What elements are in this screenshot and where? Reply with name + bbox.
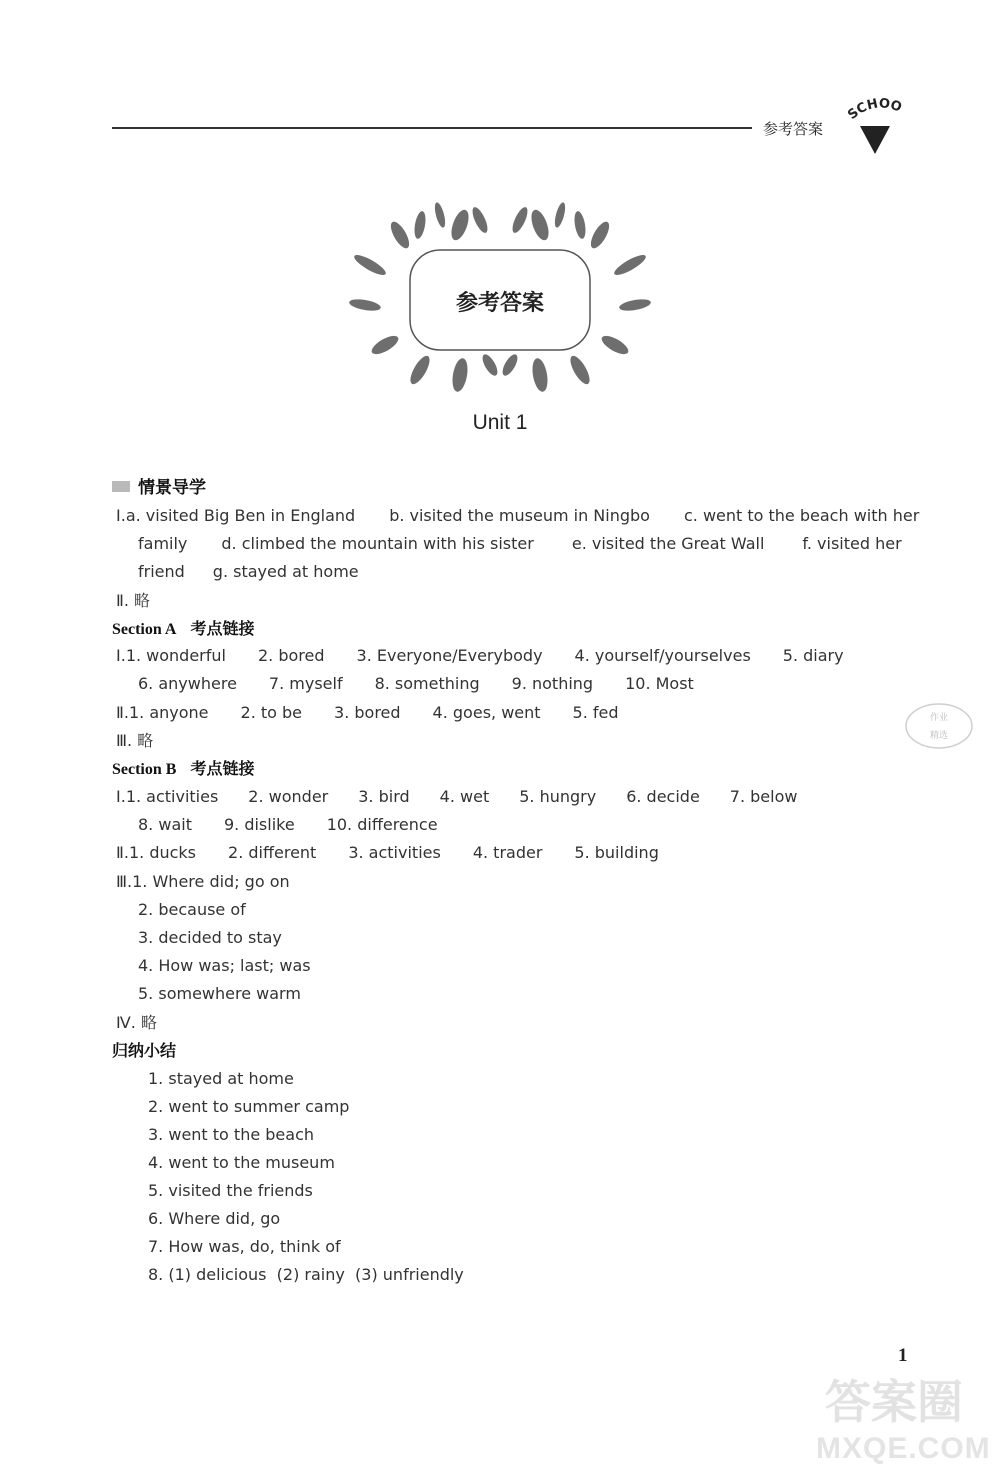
answer-line: 3. decided to stay <box>138 928 282 947</box>
summary-item: 7. How was, do, think of <box>148 1237 341 1256</box>
section-a-heading: Section A 考点链接 <box>112 619 255 638</box>
section-heading-intro: 情景导学 <box>112 478 206 498</box>
answer-line: friend g. stayed at home <box>138 562 359 581</box>
section-b-heading: Section B 考点链接 <box>112 759 255 778</box>
watermark-url: MXQE.COM <box>816 1432 991 1465</box>
watermark-logo <box>825 1370 995 1434</box>
answer-line: Ⅳ. 略 <box>116 1013 157 1032</box>
answer-line: 6. anywhere 7. myself 8. something 9. nothing 10. Most <box>138 674 694 693</box>
unit-heading: Unit 1 <box>472 411 528 434</box>
summary-item: 1. stayed at home <box>148 1069 294 1088</box>
svg-text:作业: 作业 <box>929 713 949 723</box>
answer-line: 2. because of <box>138 900 246 919</box>
page-number: 1 <box>898 1345 908 1366</box>
summary-item: 8. (1) delicious (2) rainy (3) unfriendly <box>148 1265 464 1284</box>
header-title: 参考答案 <box>763 120 824 138</box>
svg-text:答案圈: 答案圈 <box>825 1375 963 1429</box>
answer-line: Ⅱ.1. anyone 2. to be 3. bored 4. goes, went 5. fed <box>116 703 619 722</box>
summary-item: 6. Where did, go <box>148 1209 281 1228</box>
summary-item: 2. went to summer camp <box>148 1097 350 1116</box>
answer-line: 8. wait 9. dislike 10. difference <box>138 815 438 834</box>
answer-line: Ⅰ.1. activities 2. wonder 3. bird 4. wet 5. hungry 6. decide 7. below <box>116 787 798 806</box>
answer-line: Ⅰ.1. wonderful 2. bored 3. Everyone/Everybody 4. yourself/yourselves 5. diary <box>116 646 844 665</box>
answer-line: family d. climbed the mountain with his sister e. visited the Great Wall f. visited her <box>138 534 902 553</box>
svg-text:精选: 精选 <box>929 731 949 741</box>
summary-item: 5. visited the friends <box>148 1181 313 1200</box>
section-marker-icon <box>112 481 130 492</box>
answer-line: 4. How was; last; was <box>138 956 311 975</box>
answer-line: Ⅲ.1. Where did; go on <box>116 872 290 891</box>
answer-line: Ⅰ.a. visited Big Ben in England b. visited the museum in Ningbo c. went to the beach with her <box>116 506 920 525</box>
stamp-seal <box>903 700 975 756</box>
page-title: 参考答案 <box>455 291 544 316</box>
summary-item: 3. went to the beach <box>148 1125 315 1144</box>
answer-line: Ⅲ. 略 <box>116 731 154 750</box>
answer-line: Ⅱ. 略 <box>116 591 151 610</box>
answer-line: Ⅱ.1. ducks 2. different 3. activities 4. trader 5. building <box>116 843 659 862</box>
school-logo-icon <box>840 98 910 162</box>
svg-text:SCHOOL: SCHOO <box>845 98 904 123</box>
summary-heading: 归纳小结 <box>112 1041 177 1060</box>
answer-line: 5. somewhere warm <box>138 984 301 1003</box>
header-rule <box>112 127 752 129</box>
summary-item: 4. went to the museum <box>148 1153 335 1172</box>
